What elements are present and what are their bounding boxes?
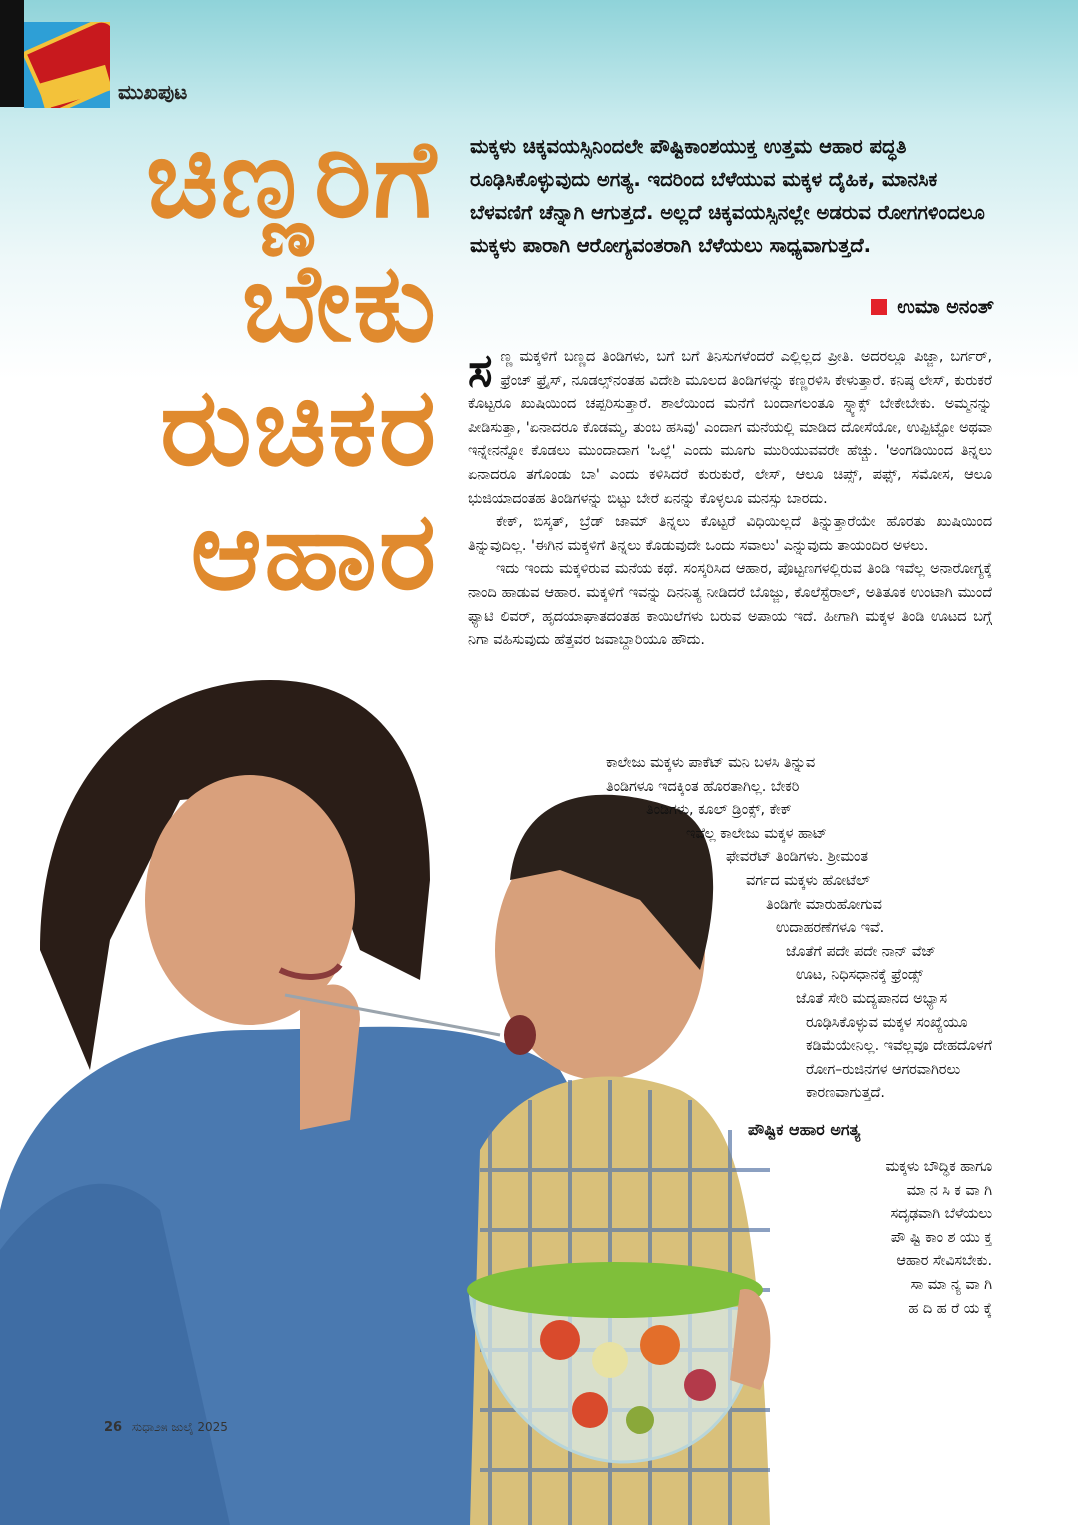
col2-line: ಕಾರಣವಾಗುತ್ತದೆ. (806, 1085, 885, 1102)
col3-line: ಸದೃಢವಾಗಿ ಬೆಳೆಯಲು (890, 1206, 992, 1223)
col3-line: ಮಾ ನ ಸಿ ಕ ವಾ ಗಿ (906, 1182, 992, 1199)
col2-line: ತಿಂಡಿಗೇ ಮಾರುಹೋಗುವ (766, 896, 882, 913)
page-footer (104, 1420, 228, 1435)
article-column-3 (885, 1156, 992, 1321)
col2-line: ಜೊತೆಗೆ ಪದೇ ಪದೇ ನಾನ್ ವೆಜ್ (786, 943, 936, 960)
intro-paragraph: ಮಕ್ಕಳು ಚಿಕ್ಕವಯಸ್ಸಿನಿಂದಲೇ ಪೌಷ್ಟಿಕಾಂಶಯುಕ್ತ ಉತ್ತಮ ಆಹಾರ ಪದ್ಧತಿ ರೂಢಿಸಿಕೊಳ್ಳುವುದು ಅಗತ್ಯ. ಇದರಿಂದ ಬೆಳೆಯುವ ಮಕ್ಕಳ ದೈಹಿಕ, ಮಾನಸಿಕ ಬೆಳವಣಿಗೆ ಚೆನ್ನಾಗಿ ಆಗುತ್ತದೆ. ಅಲ್ಲದೆ ಚಿಕ್ಕವಯಸ್ಸಿನಲ್ಲೇ ಅಡರುವ ರೋಗಗಳಿಂದಲೂ ಮಕ್ಕಳು ಪಾರಾಗಿ ಆರೋಗ್ಯವಂತರಾಗಿ ಬೆಳೆಯಲು ಸಾಧ್ಯವಾಗುತ್ತದೆ. (470, 135, 985, 257)
col3-line: ಸಾ ಮಾ ನ್ಯ ವಾ ಗಿ (910, 1276, 992, 1293)
headline-line-1: ಚಿಣ್ಣರಿಗೆ (145, 117, 438, 242)
magazine-logo-icon (24, 22, 110, 108)
corner-black-bar (0, 0, 24, 107)
col2-line: ಉದಾಹರಣೆಗಳೂ ಇವೆ. (776, 920, 885, 937)
issue-date: ಸುಧಾ೨೫ ಜುಲೈ 2025 (131, 1420, 228, 1434)
col2-line: ರೂಢಿಸಿಕೊಳ್ಳುವ ಮಕ್ಕಳ ಸಂಖ್ಯೆಯೂ (806, 1014, 968, 1031)
col3-line: ಪೌ ಷ್ಟಿ ಕಾಂ ಶ ಯು ಕ್ತ (890, 1229, 992, 1246)
headline-line-2: ಬೇಕು (241, 241, 438, 366)
col2-line: ಊಟ, ನಿಧಿಸಧಾನಕ್ಕೆ ಫ್ರೆಂಡ್ಸ್ (796, 967, 923, 984)
col2-line: ಕಾಲೇಜು ಮಕ್ಕಳು ಪಾಕೆಟ್ ಮನಿ ಬಳಸಿ ತಿನ್ನುವ (606, 755, 816, 771)
author-marker-icon (871, 299, 887, 315)
col2-line: ಕಡಿಮೆಯೇನಿಲ್ಲ. ಇವೆಲ್ಲವೂ ದೇಹದೊಳಗೆ (806, 1038, 992, 1055)
headline-line-3: ರುಚಿಕರ (160, 365, 438, 490)
headline-line-4: ಆಹಾರ (190, 489, 438, 614)
dropcap: ಸ (468, 343, 493, 397)
col2-line: ಜೊತೆ ಸೇರಿ ಮದ್ಯಪಾನದ ಅಭ್ಯಾಸ (796, 990, 947, 1007)
col3-line: ಮಕ್ಕಳು ಬೌದ್ಧಿಕ ಹಾಗೂ (885, 1159, 992, 1175)
col3-line: ಹ ದಿ ಹ ರೆ ಯ ಕ್ಕೆ (908, 1300, 992, 1317)
article-body (468, 343, 992, 653)
col2-line: ವರ್ಗದ ಮಕ್ಕಳು ಹೋಟೆಲ್ (746, 872, 870, 889)
page-number: 26 (104, 1420, 123, 1435)
headline (146, 118, 438, 614)
col2-line: ತಿಂಡಿಗಳು, ಕೂಲ್ ಡ್ರಿಂಕ್ಸ್, ಕೇಕ್ (646, 802, 792, 819)
col2-line: ಇವೆಲ್ಲ ಕಾಲೇಜು ಮಕ್ಕಳ ಹಾಟ್ (686, 825, 827, 842)
section-label: ಮುಖಪುಟ (118, 80, 188, 104)
body-paragraph-2: ಕೇಕ್, ಬಿಸ್ಕತ್, ಬ್ರೆಡ್ ಜಾಮ್ ತಿನ್ನಲು ಕೊಟ್ಟರೆ ವಿಧಿಯಿಲ್ಲದೆ ತಿನ್ನುತ್ತಾರೆಯೇ ಹೊರತು ಖುಷಿಯಿಂದ ತಿನ್ನುವುದಿಲ್ಲ. 'ಈಗಿನ ಮಕ್ಕಳಿಗೆ ತಿನ್ನಲು ಕೊಡುವುದೇ ಒಂದು ಸವಾಲು' ಎನ್ನುವುದು ತಾಯಂದಿರ ಅಳಲು. (468, 514, 992, 554)
col2-line: ಫೇವರೆಟ್ ತಿಂಡಿಗಳು. ಶ್ರೀಮಂತ (726, 849, 868, 866)
subheading: ಪೌಷ್ಟಿಕ ಆಹಾರ ಅಗತ್ಯ (748, 1120, 861, 1139)
article-column-2 (606, 752, 992, 1106)
body-paragraph-1: ಸಣ್ಣ ಮಕ್ಕಳಿಗೆ ಬಣ್ಣದ ತಿಂಡಿಗಳು, ಬಗೆ ಬಗೆ ತಿನಿಸುಗಳೆಂದರೆ ಎಲ್ಲಿಲ್ಲದ ಪ್ರೀತಿ. ಅದರಲ್ಲೂ ಪಿಜ್ಜಾ, ಬರ್ಗರ್, ಫ್ರೆಂಚ್ ಫ್ರೈಸ್, ನೂಡಲ್ಸ್‌ನಂತಹ ವಿದೇಶಿ ಮೂಲದ ತಿಂಡಿಗಳನ್ನು ಕಣ್ಣರಳಿಸಿ ಕೇಳುತ್ತಾರೆ. ಕನಿಷ್ಠ ಲೇಸ್, ಕುರುಕರೆ ಕೊಟ್ಟರೂ ಖುಷಿಯಿಂದ ಚಪ್ಪರಿಸುತ್ತಾರೆ. ಶಾಲೆಯಿಂದ ಮನೆಗೆ ಬಂದಾಗಲಂತೂ ಸ್ನ್ಯಾಕ್ಸ್ ಬೇಕೇಬೇಕು. ಅಮ್ಮನನ್ನು ಪೀಡಿಸುತ್ತಾ, 'ಏನಾದರೂ ಕೊಡಮ್ಮ, ತುಂಬ ಹಸಿವು' ಎಂದಾಗ ಮನೆಯಲ್ಲಿ ಮಾಡಿದ ದೋಸೆಯೋ, ಉಪ್ಪಿಟ್ಟೋ ಅಥವಾ ಇನ್ನೇನನ್ನೋ ಕೊಡಲು ಮುಂದಾದಾಗ 'ಒಲ್ಲೆ' ಎಂದು ಮೂಗು ಮುರಿಯುವವರೇ ಹೆಚ್ಚು. 'ಅಂಗಡಿಯಿಂದ ತಿನ್ನಲು ಏನಾದರೂ ತಗೊಂಡು ಬಾ' ಎಂದು ಕಳಿಸಿದರೆ ಕುರುಕುರೆ, ಲೇಸ್, ಆಲೂ ಚಿಪ್ಸ್, ಪಫ್ಸ್, ಸಮೋಸ, ಆಲೂ ಭುಜಿಯಾದಂತಹ ತಿಂಡಿಗಳನ್ನು ಬಿಟ್ಟು ಬೇರೆ ಏನನ್ನು ಕೊಳ್ಳಲೂ ಮನಸ್ಸು ಬಾರದು. (468, 343, 992, 507)
author-name: ಉಮಾ ಅನಂತ್ (897, 296, 994, 318)
col2-line: ರೋಗ–ರುಜಿನಗಳ ಆಗರವಾಗಿರಲು (806, 1061, 961, 1078)
author-byline (871, 296, 994, 318)
col3-line: ಆಹಾರ ಸೇವಿಸಬೇಕು. (896, 1253, 992, 1270)
col2-line: ತಿಂಡಿಗಳೂ ಇದಕ್ಕಿಂತ ಹೊರತಾಗಿಲ್ಲ. ಬೇಕರಿ (606, 778, 800, 795)
body-paragraph-3: ಇದು ಇಂದು ಮಕ್ಕಳಿರುವ ಮನೆಯ ಕಥೆ. ಸಂಸ್ಕರಿಸಿದ ಆಹಾರ, ಪೊಟ್ಟಣಗಳಲ್ಲಿರುವ ತಿಂಡಿ ಇವೆಲ್ಲ ಅನಾರೋಗ್ಯಕ್ಕೆ ನಾಂದಿ ಹಾಡುವ ಆಹಾರ. ಮಕ್ಕಳಿಗೆ ಇವನ್ನು ದಿನನಿತ್ಯ ನೀಡಿದರೆ ಬೊಜ್ಜು, ಕೊಲೆಸ್ಟೆರಾಲ್, ಅತಿತೂಕ ಉಂಟಾಗಿ ಮುಂದೆ ಫ್ಯಾಟಿ ಲಿವರ್, ಹೃದಯಾಘಾತದಂತಹ ಕಾಯಿಲೆಗಳು ಬರುವ ಅಪಾಯ ಇದೆ. ಹೀಗಾಗಿ ಮಕ್ಕಳ ತಿಂಡಿ ಊಟದ ಬಗ್ಗೆ ನಿಗಾ ವಹಿಸುವುದು ಹೆತ್ತವರ ಜವಾಬ್ದಾರಿಯೂ ಹೌದು. (468, 561, 992, 649)
